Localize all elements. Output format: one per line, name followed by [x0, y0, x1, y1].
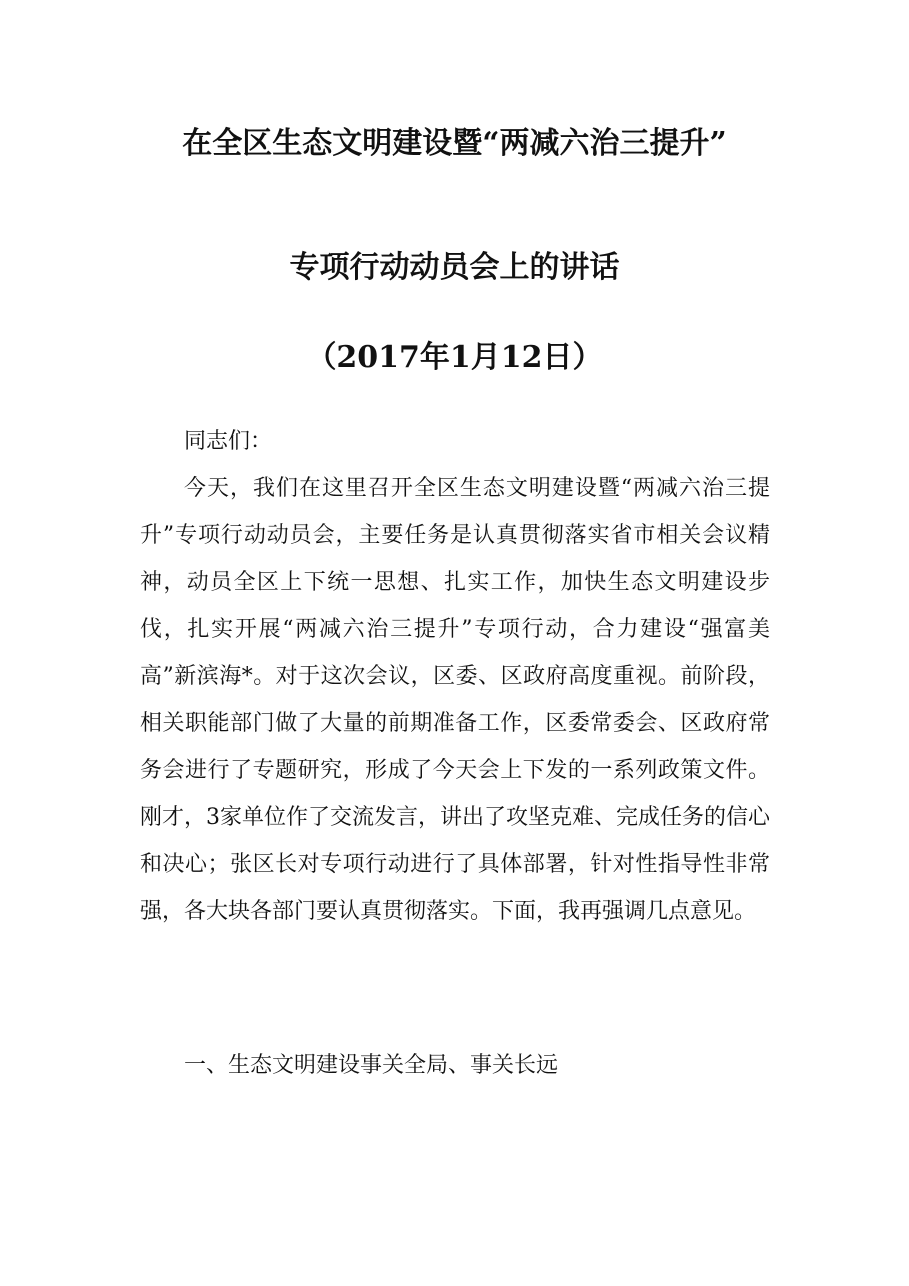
- document-date: （2017年1月12日）: [306, 340, 603, 375]
- section-heading: 一、生态文明建设事关全局、事关长远: [184, 1053, 559, 1078]
- body-paragraph: 今天，我们在这里召开全区生态文明建设暨“两减六治三提升”专项行动动员会，主要任务是认真贯彻落实省市相关会议精神，动员全区上下统一思想、扎实工作，加快生态文明建设步伐，扎实开展“两减六治三提升”专项行动，合力建设“强富美高”新滨海*。对于这次会议，区委、区政府高度重视。前阶段，相关职能部门做了大量的前期准备工作，区委常委会、区政府常务会进行了专题研究，形成了今天会上下发的一系列政策文件。刚才，3家单位作了交流发言，讲出了攻坚克难、完成任务的信心和决心；张区长对专项行动进行了具体部署，针对性指导性非常强，各大块各部门要认真贯彻落实。下面，我再强调几点意见。: [140, 476, 770, 924]
- greeting: 同志们：: [184, 429, 273, 454]
- document-subtitle: 专项行动动员会上的讲话: [289, 250, 620, 285]
- document-title: 在全区生态文明建设暨“两减六治三提升”: [182, 126, 727, 161]
